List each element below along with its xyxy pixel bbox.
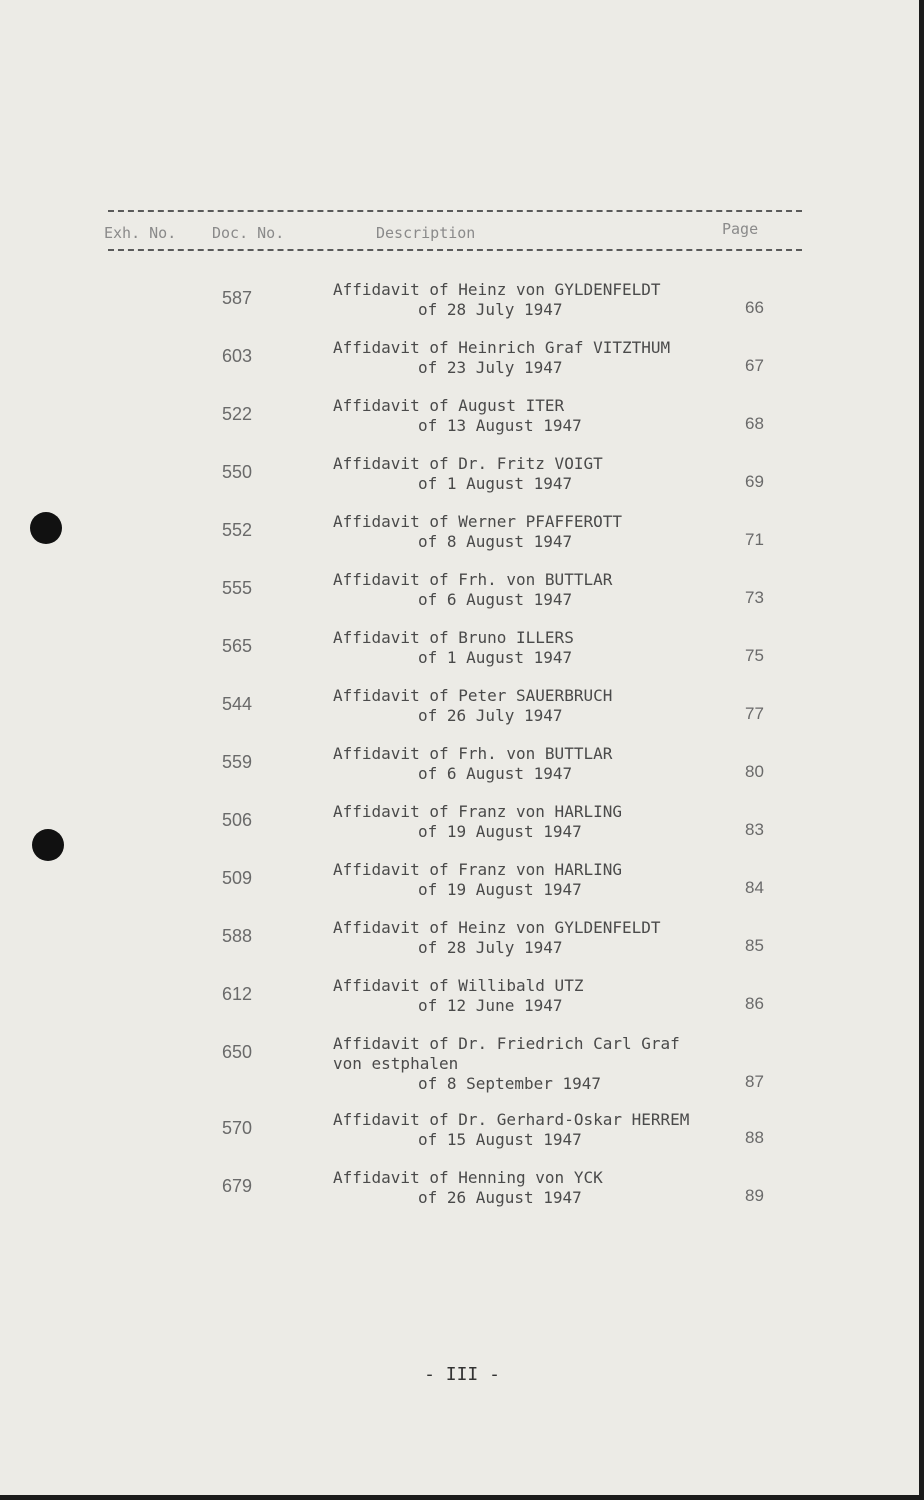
doc-number: 559 bbox=[222, 752, 253, 772]
description-line: Affidavit of Heinz von GYLDENFELDT bbox=[333, 918, 661, 937]
description-date: of 19 August 1947 bbox=[418, 880, 582, 899]
description-date: of 6 August 1947 bbox=[418, 764, 573, 783]
doc-number: 587 bbox=[222, 288, 253, 308]
doc-number: 522 bbox=[222, 404, 253, 424]
table-row bbox=[0, 280, 924, 344]
header-doc-no: Doc. No. bbox=[212, 224, 285, 242]
scan-edge-right bbox=[919, 0, 924, 1500]
doc-number: 506 bbox=[222, 810, 253, 830]
page-number: 77 bbox=[745, 704, 764, 723]
page-number: 73 bbox=[745, 588, 764, 607]
description-line: Affidavit of August ITER bbox=[333, 396, 565, 415]
page-number: 68 bbox=[745, 414, 764, 433]
description-line: Affidavit of Dr. Friedrich Carl Graf bbox=[333, 1034, 680, 1053]
description-line: Affidavit of Franz von HARLING bbox=[333, 860, 622, 879]
description-date: of 19 August 1947 bbox=[418, 822, 582, 841]
doc-number: 570 bbox=[222, 1118, 253, 1138]
table-row bbox=[0, 686, 924, 750]
page-number: 88 bbox=[745, 1128, 764, 1147]
description-date: of 26 August 1947 bbox=[418, 1188, 582, 1207]
doc-number: 509 bbox=[222, 868, 253, 888]
description-date: of 1 August 1947 bbox=[418, 648, 573, 667]
table-row bbox=[0, 570, 924, 634]
table-row bbox=[0, 512, 924, 576]
description-line: Affidavit of Heinrich Graf VITZTHUM bbox=[333, 338, 671, 357]
description-date: of 26 July 1947 bbox=[418, 706, 563, 725]
page-number: 80 bbox=[745, 762, 764, 781]
description-date: of 1 August 1947 bbox=[418, 474, 573, 493]
table-row bbox=[0, 338, 924, 402]
table-row bbox=[0, 918, 924, 982]
page-number: 84 bbox=[745, 878, 764, 897]
description-line: Affidavit of Frh. von BUTTLAR bbox=[333, 744, 613, 763]
page-number: 86 bbox=[745, 994, 764, 1013]
table-row bbox=[0, 802, 924, 866]
doc-number: 550 bbox=[222, 462, 253, 482]
description-date: of 15 August 1947 bbox=[418, 1130, 582, 1149]
description-line: von estphalen bbox=[333, 1054, 459, 1073]
table-row bbox=[0, 1168, 924, 1232]
description-date: of 13 August 1947 bbox=[418, 416, 582, 435]
description-line: Affidavit of Franz von HARLING bbox=[333, 802, 622, 821]
header-rule-top bbox=[108, 210, 802, 212]
page-number: 85 bbox=[745, 936, 764, 955]
page-footer: - III - bbox=[424, 1364, 500, 1385]
description-date: of 12 June 1947 bbox=[418, 996, 563, 1015]
header-description: Description bbox=[376, 224, 476, 242]
table-row bbox=[0, 1034, 924, 1098]
doc-number: 588 bbox=[222, 926, 253, 946]
doc-number: 544 bbox=[222, 694, 253, 714]
table-row bbox=[0, 396, 924, 460]
page-number: 83 bbox=[745, 820, 764, 839]
description-date: of 28 July 1947 bbox=[418, 938, 563, 957]
description-line: Affidavit of Dr. Gerhard-Oskar HERREM bbox=[333, 1110, 690, 1129]
description-date: of 28 July 1947 bbox=[418, 300, 563, 319]
table-row bbox=[0, 454, 924, 518]
doc-number: 555 bbox=[222, 578, 253, 598]
doc-number: 679 bbox=[222, 1176, 253, 1196]
description-line: Affidavit of Frh. von BUTTLAR bbox=[333, 570, 613, 589]
doc-number: 612 bbox=[222, 984, 253, 1004]
page-number: 67 bbox=[745, 356, 764, 375]
header-exh-no: Exh. No. bbox=[104, 224, 177, 242]
doc-number: 603 bbox=[222, 346, 253, 366]
description-date: of 8 September 1947 bbox=[418, 1074, 602, 1093]
page-number: 71 bbox=[745, 530, 764, 549]
doc-number: 552 bbox=[222, 520, 253, 540]
description-date: of 6 August 1947 bbox=[418, 590, 573, 609]
page-number: 87 bbox=[745, 1072, 764, 1091]
description-date: of 23 July 1947 bbox=[418, 358, 563, 377]
description-date: of 8 August 1947 bbox=[418, 532, 573, 551]
page-number: 69 bbox=[745, 472, 764, 491]
description-line: Affidavit of Willibald UTZ bbox=[333, 976, 584, 995]
description-line: Affidavit of Bruno ILLERS bbox=[333, 628, 574, 647]
header-page: Page bbox=[722, 220, 759, 238]
page-number: 75 bbox=[745, 646, 764, 665]
table-row bbox=[0, 744, 924, 808]
description-line: Affidavit of Heinz von GYLDENFELDT bbox=[333, 280, 661, 299]
doc-number: 565 bbox=[222, 636, 253, 656]
description-line: Affidavit of Henning von YCK bbox=[333, 1168, 603, 1187]
doc-number: 650 bbox=[222, 1042, 253, 1062]
table-row bbox=[0, 860, 924, 924]
description-line: Affidavit of Dr. Fritz VOIGT bbox=[333, 454, 603, 473]
header-rule-bottom bbox=[108, 249, 802, 251]
table-row bbox=[0, 1110, 924, 1174]
scan-edge-bottom bbox=[0, 1495, 924, 1500]
page-number: 89 bbox=[745, 1186, 764, 1205]
table-row bbox=[0, 976, 924, 1040]
table-row bbox=[0, 628, 924, 692]
page-number: 66 bbox=[745, 298, 764, 317]
description-line: Affidavit of Werner PFAFFEROTT bbox=[333, 512, 622, 531]
description-line: Affidavit of Peter SAUERBRUCH bbox=[333, 686, 613, 705]
